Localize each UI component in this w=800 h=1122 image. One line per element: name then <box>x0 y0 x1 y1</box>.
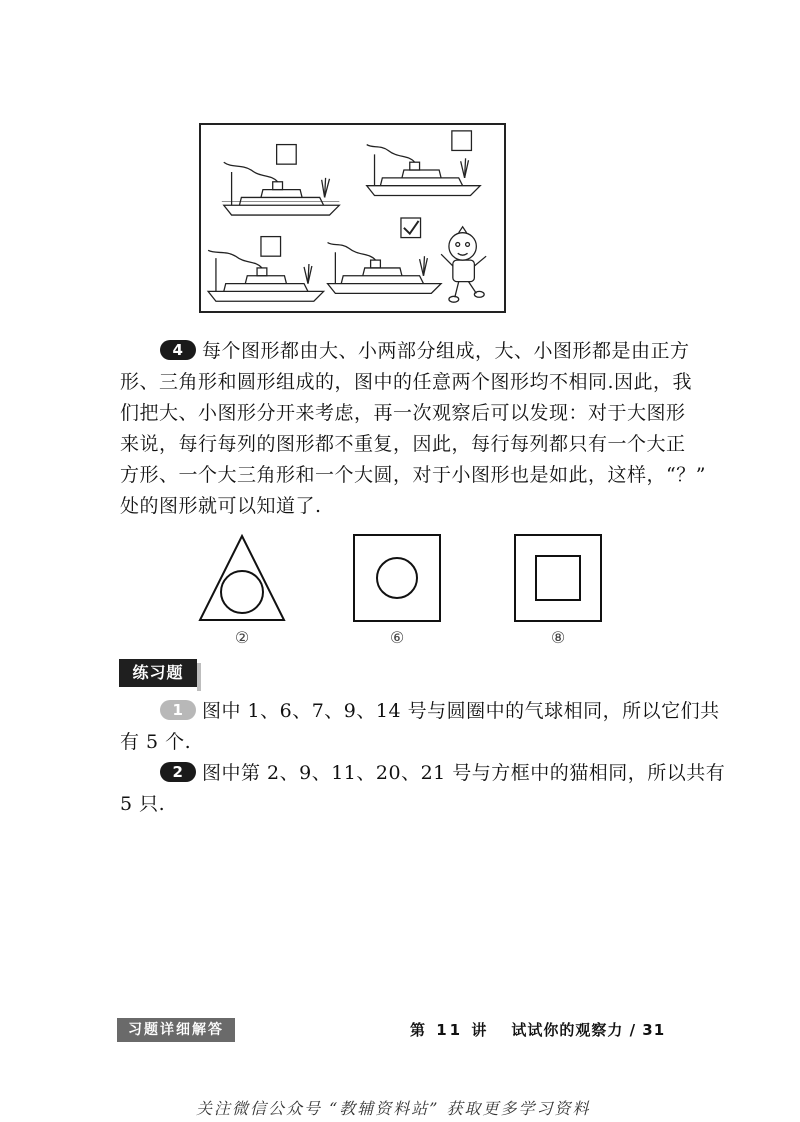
footer-section-label: 习题详细解答 <box>117 1018 235 1042</box>
empty-box-icon <box>261 237 281 257</box>
section-tag-shadow <box>197 663 201 691</box>
exercise-line: 5 只. <box>120 793 166 815</box>
answer-number-badge: 4 <box>160 340 196 360</box>
exercise-number-badge: 2 <box>160 762 196 782</box>
exercise-line: 1 图中 1、6、7、9、14 号与圆圈中的气球相同，所以它们共 <box>120 696 700 727</box>
footer-chapter-info <box>410 1019 665 1040</box>
footer-chapter-title: 试试你的观察力 <box>511 1021 624 1039</box>
answer-4-line: 方形、一个大三角形和一个大圆，对于小图形也是如此，这样，“？” <box>120 464 706 486</box>
figure-square-circle <box>353 534 441 624</box>
ship-icon <box>208 250 324 301</box>
answer-4-line: 形、三角形和圆形组成的，图中的任意两个图形均不相同.因此，我 <box>120 371 693 393</box>
ship-icon <box>367 145 481 196</box>
figure-label: ② <box>234 628 250 647</box>
ship-icon <box>222 162 339 215</box>
circle-shape <box>377 558 417 598</box>
exercises-heading: 练习题 <box>119 659 197 687</box>
exercise-2-paragraph <box>120 758 726 820</box>
triangle-shape <box>200 536 284 620</box>
empty-box-icon <box>452 131 472 151</box>
answer-4-line: 来说，每行每列的图形都不重复，因此，每行每列都只有一个大正 <box>120 433 686 455</box>
answer-4-line: 4 每个图形都由大、小两部分组成，大、小图形都是由正方 <box>120 336 700 367</box>
exercise-line: 有 5 个. <box>120 731 192 753</box>
exercise-1-paragraph <box>120 696 720 758</box>
footer-page-number: / 31 <box>629 1021 666 1039</box>
square-shape <box>515 535 601 621</box>
answer-4-paragraph <box>120 336 706 522</box>
ships-illustration <box>199 123 506 313</box>
footer-chapter-number: 第 11 讲 <box>410 1021 490 1039</box>
figure-triangle-circle <box>198 534 286 624</box>
empty-box-icon <box>277 145 297 165</box>
figure-square-square <box>514 534 602 624</box>
exercise-number-badge: 1 <box>160 700 196 720</box>
answer-4-line: 们把大、小图形分开来考虑，再一次观察后可以发现：对于大图形 <box>120 402 686 424</box>
ships-drawing <box>201 125 504 311</box>
square-shape <box>354 535 440 621</box>
figure-label: ⑥ <box>389 628 405 647</box>
answer-4-line: 处的图形就可以知道了. <box>120 495 322 517</box>
child-character-icon <box>441 227 486 302</box>
exercise-line: 2 图中第 2、9、11、20、21 号与方框中的猫相同，所以共有 <box>120 758 700 789</box>
watermark-text: 关注微信公众号 “教辅资料站” 获取更多学习资料 <box>196 1099 591 1118</box>
ship-icon <box>328 242 442 293</box>
circle-shape <box>221 571 263 613</box>
figure-label: ⑧ <box>550 628 566 647</box>
inner-square-shape <box>536 556 580 600</box>
